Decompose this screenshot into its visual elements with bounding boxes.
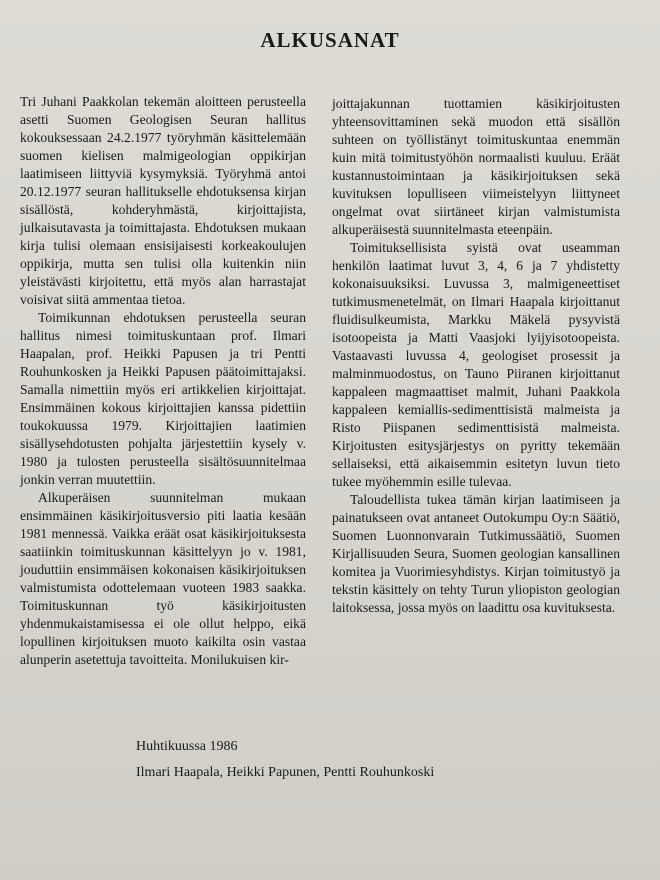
paragraph: Tri Juhani Paakkolan tekemän aloitteen perusteella asetti Suomen Geologisen Seuran hallitus kokouksessaan 24.2.1977 työryhmän käsittelemään suomen kielisen malmigeologian oppikirjan laatimiseen liittyviä kysymyksiä. Työryhmä antoi 20.12.1977 seuran hallitukselle ehdotuksensa kirjan sisällöstä, kohderyhmästä, kirjoittajista, julkaisutavasta ja toimittajasta. Ehdotuksen mukaan kirja tulisi olemaan ensisijaisesti korkeakoulujen oppikirja, mutta sen tulisi olla kuitenkin niin yleistävästi kirjoitettu, että myös alan harrastajat voisivat siitä ammentaa tietoa. (20, 94, 306, 307)
right-column (332, 95, 620, 617)
paragraph: Taloudellista tukea tämän kirjan laatimiseen ja painatukseen ovat antaneet Outokumpu Oy:n Säätiö, Suomen Luonnonvarain Tutkimussäätiö, Suomen Kirjallisuuden Seura, Suomen geologian kansallinen komitea ja Vuorimiesyhdistys. Kirjan toimitustyö ja tekstin käsittely on tehty Turun yliopiston geologian laitoksessa, jossa myös on laadittu osa kuvituksesta. (332, 492, 620, 615)
page-title: ALKUSANAT (260, 28, 400, 52)
paragraph: Toimituksellisista syistä ovat useamman henkilön laatimat luvut 3, 4, 6 ja 7 yhdistetty kokonaisuuksiksi. Luvussa 3, malmigeneettiset tutkimusmenetelmät, on Ilmari Haapala kirjoittanut fluidisulkeumista, Markku Mäkelä pysyvistä isotoopeista ja Matti Vaasjoki lyijyisotoopeista. Vastaavasti luvussa 4, geologiset prosessit ja malminmuodostus, on Tauno Piiranen kirjoittanut kappaleen magmaattiset malmit, Juhani Paakkola kappaleen kemiallis-sedimenttisistä malmeista ja Risto Piispanen sedimenttisistä malmeista. Kirjoitusten esitysjärjestys on pyritty tekemään sellaiseksi, että aikaisemmin esitetyn luvun tieto tukee myöhemmin esille tulevaa. (332, 240, 620, 489)
signatories: Ilmari Haapala, Heikki Papunen, Pentti Rouhunkoski (136, 765, 435, 780)
paragraph: joittajakunnan tuottamien käsikirjoitusten yhteensovittaminen sekä muodon että sisällön suhteen on työllistänyt toimituskuntaa enemmän kuin mitä toimitustyöhön normaalisti kuuluu. Eräät kustannustoimintaan ja käsikirjoituksen sekä kuvituksen lopulliseen viimeistelyyn liittyneet ongelmat ovat siirtäneet kirjan valmistumista alkuperäisestä suunnitelmasta eteenpäin. (332, 96, 620, 237)
paragraph: Alkuperäisen suunnitelman mukaan ensimmäinen käsikirjoitusversio piti laatia kesään 1981 mennessä. Vaikka eräät osat käsikirjoituksesta saatiinkin toimituskunnan käsittelyyn jo v. 1981, jouduttiin ensimmäisen kokonaisen käsikirjoituksen valmistumista odottelemaan vuoteen 1983 saakka. Toimituskunnan työ käsikirjoitusten yhdenmukaistamisessa ei ole ollut helppo, eikä lopullinen kirjoituksen muoto kaikilta osin vastaa alunperin asetettuja tavoitteita. Monilukuisen kir- (20, 490, 306, 667)
left-column (20, 93, 306, 669)
date-line: Huhtikuussa 1986 (136, 739, 238, 754)
paragraph: Toimikunnan ehdotuksen perusteella seuran hallitus nimesi toimituskuntaan prof. Ilmari Haapalan, prof. Heikki Papusen ja tri Pentti Rouhunkosken ja Heikki Papusen päätoimittajaksi. Samalla nimettiin myös eri artikkelien kirjoittajat. Ensimmäinen kokous kirjoittajien kanssa pidettiin toukokuussa 1979. Kirjoittajien laatimien sisällysehdotusten pohjalta järjestettiin kysely v. 1980 ja tulosten perusteella sisältösuunnitelmaa jonkin verran muutettiin. (20, 310, 306, 487)
